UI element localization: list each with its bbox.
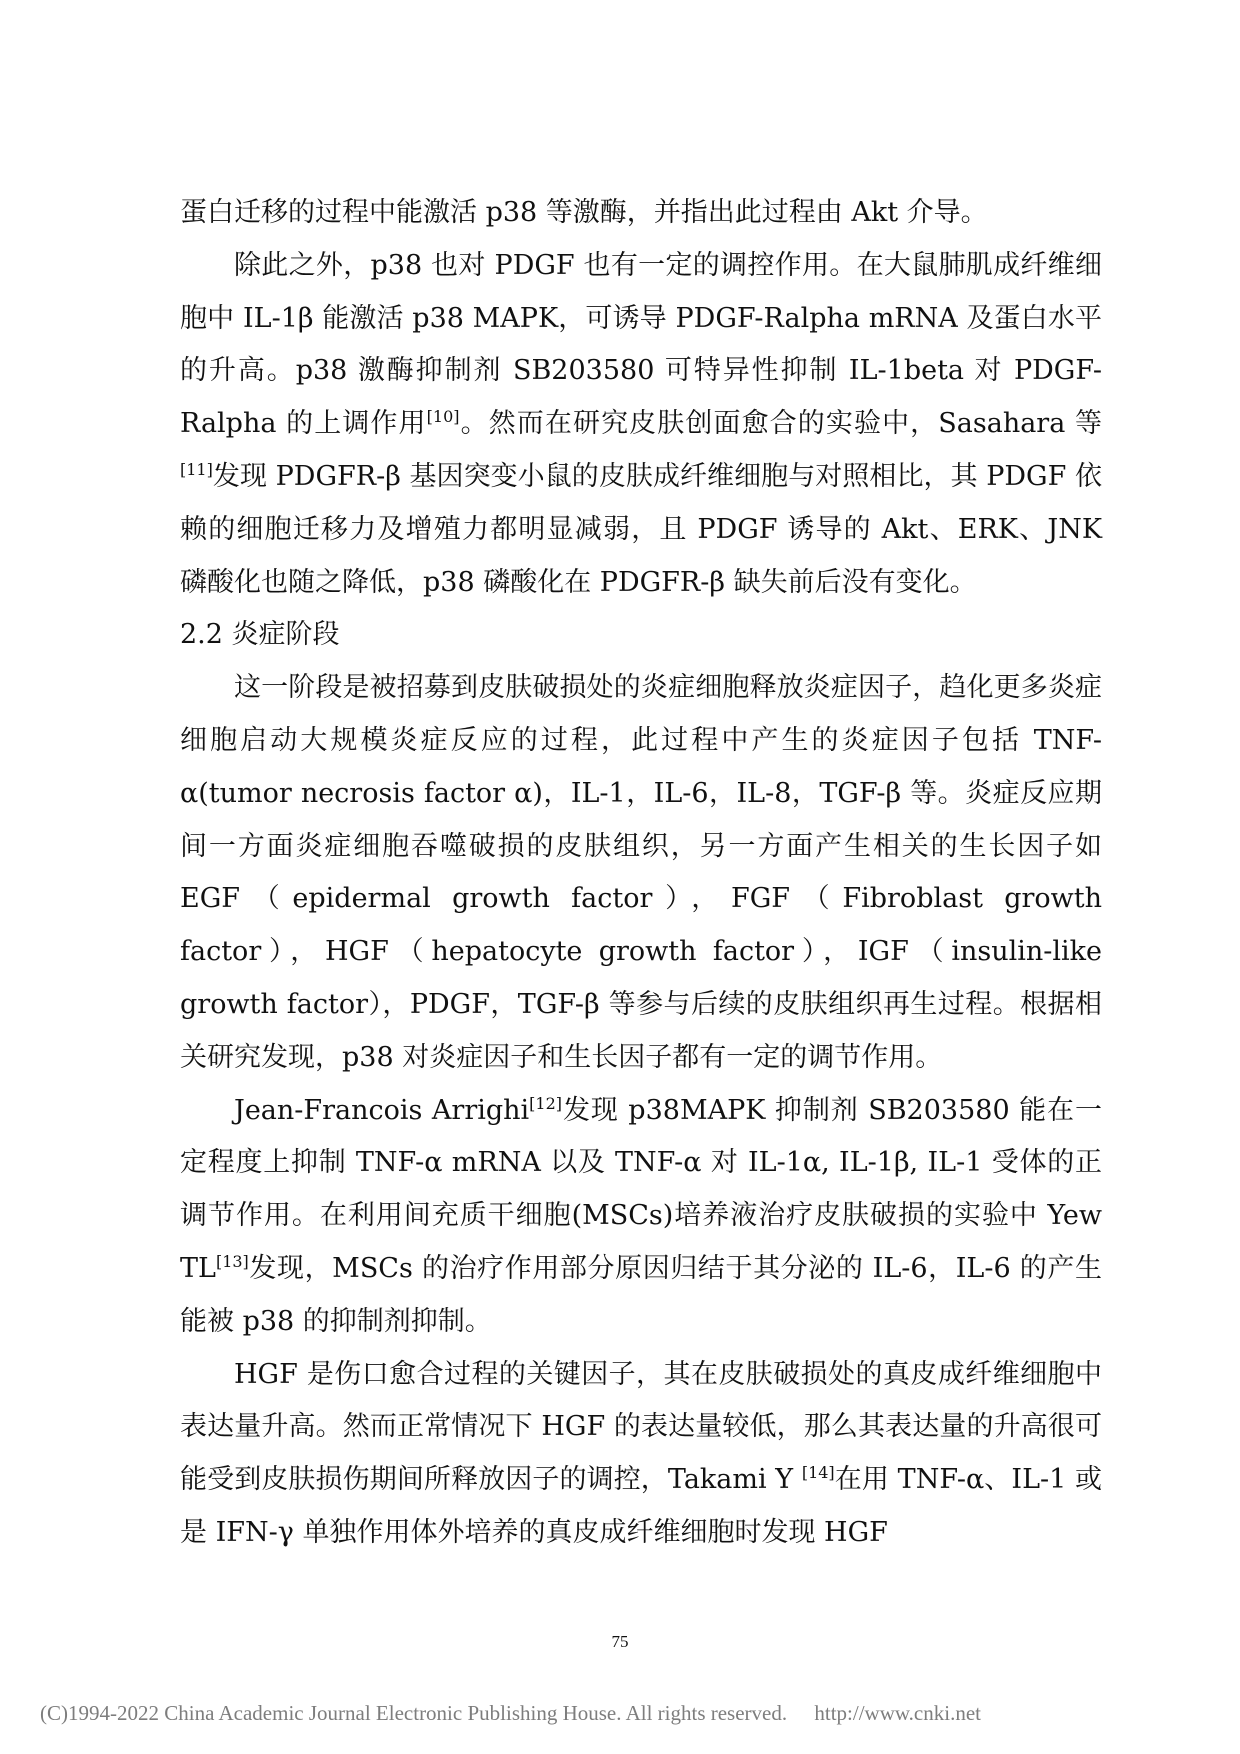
text-run: 除此之外，p38 也对 PDGF 也有一定的调控作用。在大鼠肺肌成纤维细胞中 IL-1β 能激活 p38 MAPK，可诱导 PDGF-Ralpha mRNA 及蛋白水平的升高。p38 激酶抑制剂 SB203580 可特异性抑制 IL-1beta 对 PDGF-Ralpha 的上调作用 bbox=[180, 249, 1102, 440]
section-heading bbox=[180, 609, 1102, 662]
paragraph bbox=[180, 1349, 1102, 1560]
text-run: 在用 TNF-α、IL-1 或是 IFN-γ 单独作用体外培养的真皮成纤维细胞时发现 HGF bbox=[180, 1464, 1102, 1548]
text-run: 这一阶段是被招募到皮肤破损处的炎症细胞释放炎症因子，趋化更多炎症细胞启动大规模炎症反应的过程，此过程中产生的炎症因子包括 TNF-α(tumor necrosis factor α)，IL-1，IL-6，IL-8，TGF-β 等。炎症反应期间一方面炎症细胞吞噬破损的皮肤组织，另一方面产生相关的生长因子如 EGF（epidermal growth factor），FGF（Fibroblast growth factor），HGF（hepatocyte growth factor），IGF（insulin-like growth factor），PDGF，TGF-β 等参与后续的皮肤组织再生过程。根据相关研究发现，p38 对炎症因子和生长因子都有一定的调节作用。 bbox=[180, 672, 1103, 1073]
text-run: Jean-Francois Arrighi bbox=[234, 1094, 530, 1126]
paragraph bbox=[180, 187, 1102, 240]
text-run: 。然而在研究皮肤创面愈合的实验中，Sasahara 等 bbox=[459, 408, 1102, 440]
citation-ref: [11] bbox=[180, 459, 213, 479]
page-number: 75 bbox=[611, 1632, 629, 1651]
citation-ref: [10] bbox=[426, 407, 460, 427]
paragraph bbox=[180, 662, 1102, 1084]
text-run: 2.2 炎症阶段 bbox=[180, 619, 340, 651]
text-run: 发现，MSCs 的治疗作用部分原因归结于其分泌的 IL-6，IL-6 的产生能被 p38 的抑制剂抑制。 bbox=[180, 1252, 1102, 1337]
text-run: 发现 p38MAPK 抑制剂 SB203580 能在一定程度上抑制 TNF-α mRNA 以及 TNF-α 对 IL-1α, IL-1β, IL-1 受体的正调节作用。在利用间充质干细胞(MSCs)培养液治疗皮肤破损的实验中 Yew TL bbox=[180, 1094, 1102, 1284]
footer-url-link[interactable]: http://www.cnki.net bbox=[814, 1701, 981, 1725]
copyright-text: (C)1994-2022 China Academic Journal Electronic Publishing House. All rights reserved. bbox=[40, 1701, 788, 1725]
paragraph bbox=[180, 240, 1102, 610]
text-run: HGF 是伤口愈合过程的关键因子，其在皮肤破损处的真皮成纤维细胞中表达量升高。然而正常情况下 HGF 的表达量较低，那么其表达量的升高很可能受到皮肤损伤期间所释放因子的调控，Takami Y bbox=[180, 1358, 1102, 1496]
text-run: 蛋白迁移的过程中能激活 p38 等激酶，并指出此过程由 Akt 介导。 bbox=[180, 197, 988, 228]
citation-ref: [13] bbox=[215, 1251, 249, 1271]
copyright-footer bbox=[40, 1701, 981, 1726]
paragraph bbox=[180, 1085, 1102, 1349]
body-text bbox=[180, 187, 1102, 1560]
citation-ref: [14] bbox=[801, 1463, 835, 1483]
citation-ref: [12] bbox=[529, 1093, 563, 1113]
text-run: 发现 PDGFR-β 基因突变小鼠的皮肤成纤维细胞与对照相比，其 PDGF 依赖的细胞迁移力及增殖力都明显减弱，且 PDGF 诱导的 Akt、ERK、JNK 磷酸化也随之降低，p38 磷酸化在 PDGFR-β 缺失前后没有变化。 bbox=[180, 460, 1102, 598]
